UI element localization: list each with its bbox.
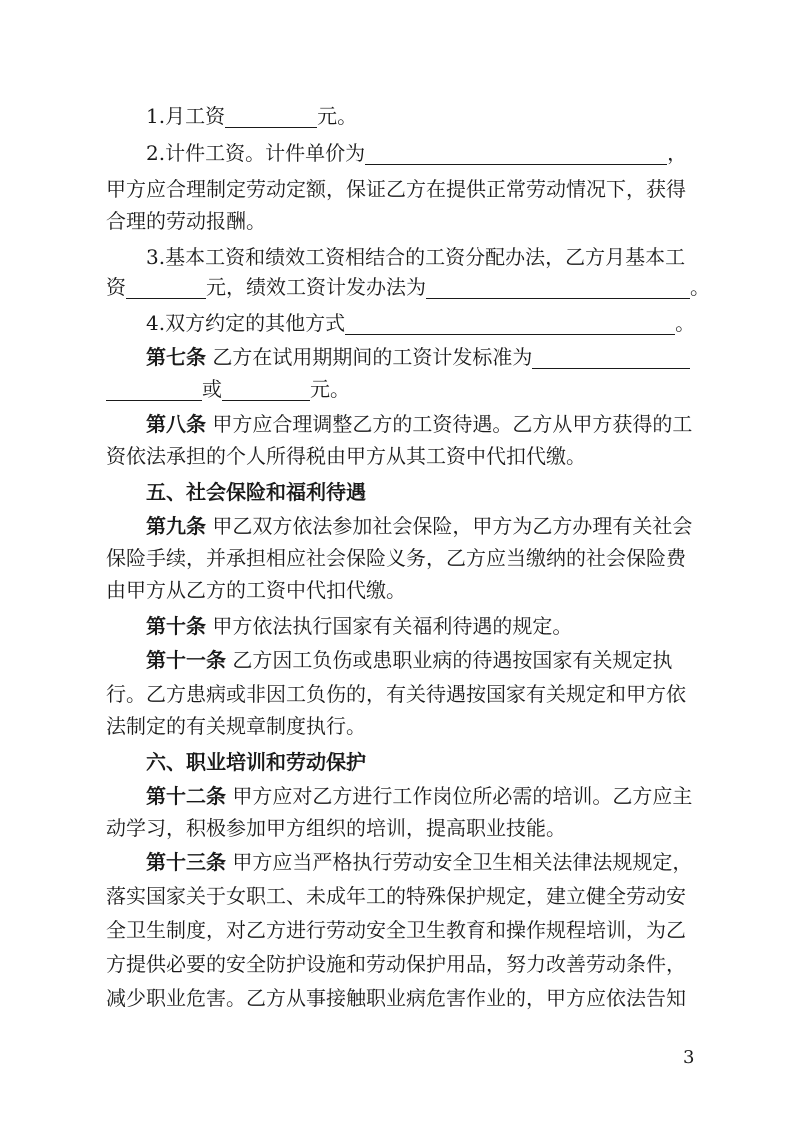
line-text: ， <box>667 141 688 165</box>
article-label: 第十二条 <box>146 784 226 808</box>
fill-in-blank[interactable] <box>426 276 690 299</box>
paragraph-line: 法制定的有关规章制度执行。 <box>106 714 366 738</box>
line-text: 或 <box>202 377 222 401</box>
paragraph-line: 方提供必要的安全防护设施和劳动保护用品，努力改善劳动条件， <box>106 952 686 976</box>
paragraph-line <box>106 369 706 409</box>
section-heading: 五、社会保险和福利待遇 <box>146 480 366 504</box>
line-text: 甲方应当严格执行劳动安全卫生相关法律法规规定， <box>226 850 693 874</box>
fill-in-blank[interactable] <box>106 378 202 401</box>
article-label: 第八条 <box>146 412 206 436</box>
paragraph-line: 落实国家关于女职工、未成年工的特殊保护规定，建立健全劳动安 <box>106 884 686 908</box>
line-text: 元，绩效工资计发办法为 <box>206 275 426 299</box>
paragraph-line: 行。乙方患病或非因工负伤的，有关待遇按国家有关规定和甲方依 <box>106 682 686 706</box>
paragraph-line: 3.基本工资和绩效工资相结合的工资分配办法，乙方月基本工 <box>146 245 686 269</box>
paragraph-line <box>106 267 710 307</box>
line-text: 4.双方约定的其他方式 <box>146 311 346 335</box>
paragraph-line: 资依法承担的个人所得税由甲方从其工资中代扣代缴。 <box>106 444 586 468</box>
paragraph-line: 合理的劳动报酬。 <box>106 209 266 233</box>
article-label: 第十条 <box>146 614 206 638</box>
fill-in-blank[interactable] <box>225 105 317 128</box>
article-label: 第十一条 <box>146 648 226 672</box>
article-label: 第九条 <box>146 514 206 538</box>
line-text: 。 <box>675 311 696 335</box>
line-text: 2.计件工资。计件单价为 <box>146 141 366 165</box>
paragraph-line: 保险手续，并承担相应社会保险义务，乙方应当缴纳的社会保险费 <box>106 546 686 570</box>
line-text: 1.月工资 <box>146 104 226 128</box>
fill-in-blank[interactable] <box>345 312 675 335</box>
article-label: 第十三条 <box>146 850 226 874</box>
paragraph-line: 由甲方从乙方的工资中代扣代缴。 <box>106 578 406 602</box>
line-text: 甲方应合理调整乙方的工资待遇。乙方从甲方获得的工 <box>206 412 693 436</box>
fill-in-blank[interactable] <box>365 142 667 165</box>
line-text: 元。 <box>310 377 350 401</box>
paragraph-line <box>146 96 706 136</box>
section-heading: 六、职业培训和劳动保护 <box>146 750 366 774</box>
page-number: 3 <box>683 1047 695 1068</box>
line-text: 甲方依法执行国家有关福利待遇的规定。 <box>206 614 573 638</box>
fill-in-blank[interactable] <box>532 346 690 369</box>
line-text: 甲方应对乙方进行工作岗位所必需的培训。乙方应主 <box>226 784 693 808</box>
paragraph-line: 动学习，积极参加甲方组织的培训，提高职业技能。 <box>106 816 566 840</box>
article-label: 第七条 <box>146 345 206 369</box>
paragraph-line: 甲方应合理制定劳动定额，保证乙方在提供正常劳动情况下，获得 <box>106 177 686 201</box>
line-text: 乙方因工负伤或患职业病的待遇按国家有关规定执 <box>226 648 673 672</box>
fill-in-blank[interactable] <box>126 276 206 299</box>
paragraph-line: 减少职业危害。乙方从事接触职业病危害作业的，甲方应依法告知 <box>106 986 686 1010</box>
line-text: 元。 <box>317 104 358 128</box>
line-text: 甲乙双方依法参加社会保险，甲方为乙方办理有关社会 <box>206 514 693 538</box>
line-text: 乙方在试用期期间的工资计发标准为 <box>206 345 533 369</box>
fill-in-blank[interactable] <box>222 378 310 401</box>
line-text: 资 <box>106 275 126 299</box>
paragraph-line: 全卫生制度，对乙方进行劳动安全卫生教育和操作规程培训，为乙 <box>106 918 686 942</box>
paragraph-line <box>146 133 706 173</box>
line-text: 。 <box>690 275 710 299</box>
